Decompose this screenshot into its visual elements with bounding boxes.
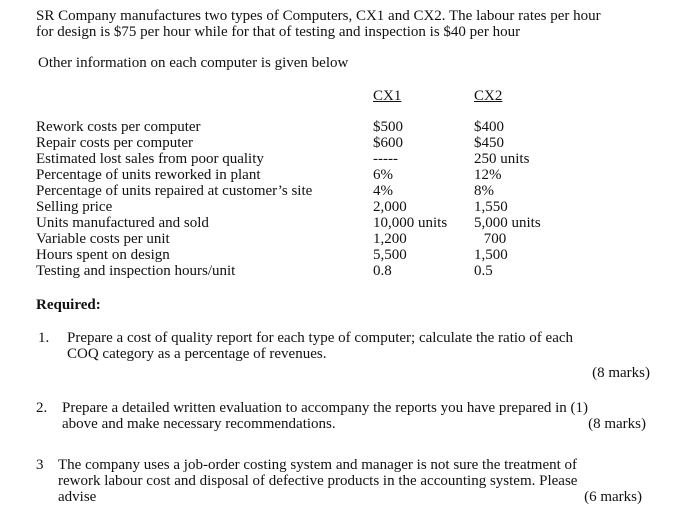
cx2-value: 1,550 — [474, 199, 508, 215]
cx2-value: 5,000 units — [474, 215, 541, 231]
question-text-line-1: Prepare a detailed written evaluation to accompany the reports you have prepared in (1) — [62, 400, 589, 416]
cx1-value: $600 — [373, 135, 403, 151]
cx1-value: 2,000 — [373, 199, 407, 215]
row-label: Repair costs per computer — [36, 135, 194, 151]
other-info-line: Other information on each computer is given below — [38, 55, 349, 71]
cx2-value: $450 — [474, 135, 504, 151]
column-header-cx1: CX1 — [373, 88, 402, 104]
row-label: Rework costs per computer — [36, 119, 201, 135]
question-text-line-2: rework labour cost and disposal of defective products in the accounting system. Please — [58, 473, 578, 489]
row-label: Hours spent on design — [36, 247, 170, 263]
cx1-value: 10,000 units — [373, 215, 448, 231]
cx2-value: $400 — [474, 119, 504, 135]
cx1-value: 1,200 — [373, 231, 407, 247]
question-number: 3 — [36, 457, 44, 473]
question-marks: (6 marks) — [584, 489, 642, 505]
row-label: Selling price — [36, 199, 113, 215]
cx2-value: 1,500 — [474, 247, 508, 263]
column-header-cx2: CX2 — [474, 88, 503, 104]
cx1-value: $500 — [373, 119, 403, 135]
question-text-line-3: advise — [58, 489, 97, 505]
question-marks: (8 marks) — [592, 365, 650, 381]
question-text-line-1: Prepare a cost of quality report for each type of computer; calculate the ratio of each — [67, 330, 574, 346]
cx2-value: 250 units — [474, 151, 530, 167]
row-label: Estimated lost sales from poor quality — [36, 151, 264, 167]
row-label: Units manufactured and sold — [36, 215, 209, 231]
row-label: Percentage of units reworked in plant — [36, 167, 261, 183]
cx2-value: 8% — [474, 183, 494, 199]
cx1-value: ----- — [373, 151, 398, 167]
cx2-value: 0.5 — [474, 263, 493, 279]
cx1-value: 0.8 — [373, 263, 392, 279]
required-heading: Required: — [36, 297, 101, 313]
question-text-line-1: The company uses a job-order costing system and manager is not sure the treatment of — [58, 457, 578, 473]
cx1-value: 4% — [373, 183, 393, 199]
question-number: 1. — [38, 330, 50, 346]
row-label: Testing and inspection hours/unit — [36, 263, 236, 279]
intro-line-1: SR Company manufactures two types of Computers, CX1 and CX2. The labour rates per hour — [36, 8, 601, 24]
question-text-line-2: COQ category as a percentage of revenues. — [67, 346, 327, 362]
question-marks: (8 marks) — [588, 416, 646, 432]
cx1-value: 5,500 — [373, 247, 407, 263]
cx2-value: 700 — [483, 231, 507, 247]
cx2-value: 12% — [474, 167, 502, 183]
question-number: 2. — [36, 400, 48, 416]
intro-line-2: for design is $75 per hour while for that of testing and inspection is $40 per hour — [36, 24, 521, 40]
cx1-value: 6% — [373, 167, 393, 183]
question-text-line-2: above and make necessary recommendations. — [62, 416, 336, 432]
row-label: Percentage of units repaired at customer’s site — [36, 183, 313, 199]
row-label: Variable costs per unit — [36, 231, 170, 247]
